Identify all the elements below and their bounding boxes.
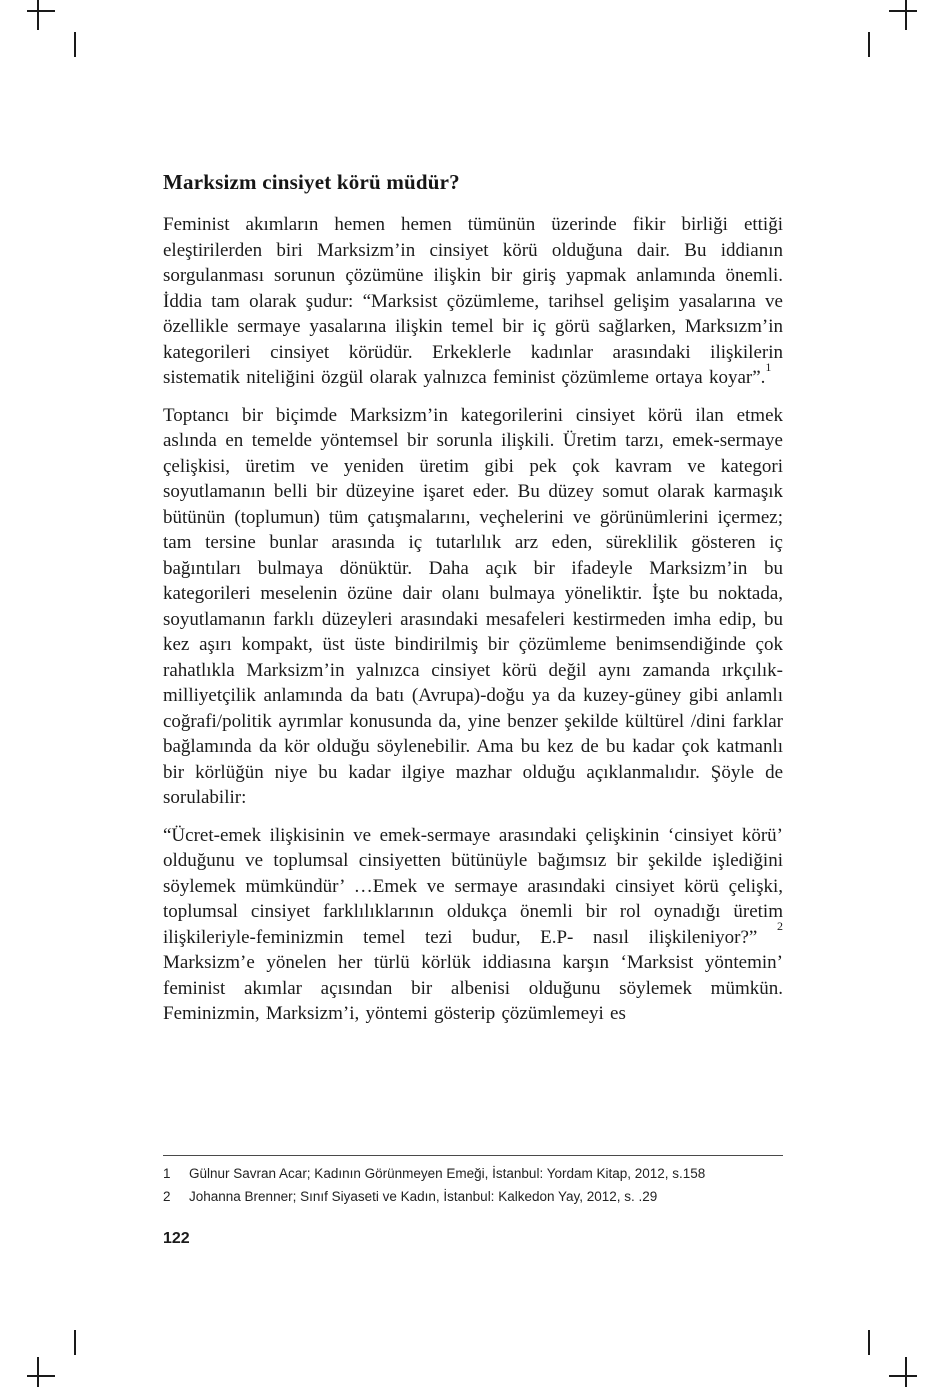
paragraph-1-text: Feminist akımların hemen hemen tümünün üzerinde fikir birliği ettiği eleştirilerden biri Marksizm’in cinsiyet körü olduğuna dair. Bu iddianın sorgulanması sorunun çözümüne ilişkin bir giriş yapmak anlamında önemli. İddia tam olarak şudur: “Marksist çözümleme, tarihsel gelişim yasalarına ve özellikle sermaye yasalarına ilişkin temel bir iç görü sağlarken, Marksızm’in kategorileri cinsiyet körüdür. Erkeklerle kadınlar arasındaki ilişkilerin sistematik niteliğini özgül olarak yalnızca feminist çözümleme ortaya koyar”. (163, 214, 783, 388)
crop-mark-bottom-left-horizontal (27, 1375, 55, 1377)
text-block (163, 170, 783, 1039)
crop-mark-top-right-horizontal (889, 10, 917, 12)
footnote-2-number: 2 (163, 1189, 171, 1204)
paragraph-1 (163, 212, 783, 391)
footnote-ref-2: 2 (777, 919, 783, 934)
footnote-2 (163, 1185, 783, 1208)
crop-mark-bottom-left-vertical (37, 1357, 39, 1387)
crop-mark-bottom-right-inner (868, 1330, 870, 1355)
footnote-1 (163, 1162, 783, 1185)
footnotes-section (163, 1155, 783, 1208)
crop-mark-bottom-right-horizontal (889, 1375, 917, 1377)
crop-mark-top-left-inner (74, 32, 76, 57)
crop-mark-top-right-inner (868, 32, 870, 57)
page-number: 122 (163, 1230, 190, 1247)
crop-mark-top-right-vertical (905, 0, 907, 30)
paragraph-3 (163, 823, 783, 1027)
footnote-separator (163, 1155, 783, 1156)
footnote-2-text: Johanna Brenner; Sınıf Siyaseti ve Kadın, İstanbul: Kalkedon Yay, 2012, s. .29 (189, 1189, 658, 1204)
section-heading: Marksizm cinsiyet körü müdür? (163, 170, 460, 194)
footnote-1-text: Gülnur Savran Acar; Kadının Görünmeyen Emeği, İstanbul: Yordam Kitap, 2012, s.158 (189, 1166, 706, 1181)
footnote-ref-1: 1 (765, 359, 772, 374)
crop-mark-bottom-left-inner (74, 1330, 76, 1355)
crop-mark-bottom-right-vertical (905, 1357, 907, 1387)
paragraph-3-text-before-ref: “Ücret-emek ilişkisinin ve emek-sermaye arasındaki çelişkinin ‘cinsiyet körü’ olduğunu ve toplumsal cinsiyetten bütünüyle bağımsız bir şekilde işlediğini söylemek mümkündür’ …Emek ve sermaye arasındaki cinsiyet körü çelişki, toplumsal cinsiyet farklılıklarının oldukça önemli bir rol oynadığı üretim ilişkileriyle-feminizmin temel tezi budur, E.P- nasıl ilişkileniyor?” (163, 824, 783, 948)
paragraph-2: Toptancı bir biçimde Marksizm’in kategorilerini cinsiyet körü ilan etmek aslında en temelde yöntemsel bir sorunla ilişkili. Üretim tarzı, emek-sermaye çelişkisi, üretim ve yeniden üretim gibi pek çok kavram ve kategori soyutlamanın belli bir düzeyine işaret eder. Bu düzey somut olarak karmaşık bütünün (toplumun) tüm çatışmalarını, veçhelerini ve görünümlerini içermez; tam tersine bunlar arasında iç tutarlılık arz eden, süreklilik gösteren iç bağıntıları bulmaya dönüktür. Daha açık bir ifadeyle Marksizm’in bu kategorileri meselenin özüne dair olanı bulmaya yöneliktir. İşte bu noktada, soyutlamanın farklı düzeyleri arasındaki mesafeleri kestirmeden imha edip, bu kez aşırı kompakt, üst üste bindirilmiş bir çözümleme benimsendiğinde çok rahatlıkla Marksizm’in yalnızca cinsiyet körü değil aynı zamanda ırkçılık-milliyetçilik anlamında da batı (Avrupa)-doğu ya da kuzey-güney gibi anlamlı coğrafi/politik ayrımlar konusunda da, yine benzer şekilde kültürel /dini farklar bağlamında da kör olduğu söylenebilir. Ama bu kez de bu kadar çok katmanlı bir körlüğün niye bu kadar ilgiye mazhar olduğu açıklanmalıdır. Şöyle de sorulabilir: (163, 404, 783, 808)
paragraph-3-text-after-ref: Marksizm’e yönelen her türlü körlük iddiasına karşın ‘Marksist yöntemin’ feminist akımlar açısından bir albenisi olduğunu söylemek mümkün. Feminizmin, Marksizm’i, yöntemi gösterip çözümlemeyi es (163, 952, 783, 1024)
footnote-1-number: 1 (163, 1166, 171, 1181)
crop-mark-top-left-vertical (37, 0, 39, 30)
crop-mark-top-left-horizontal (27, 10, 55, 12)
